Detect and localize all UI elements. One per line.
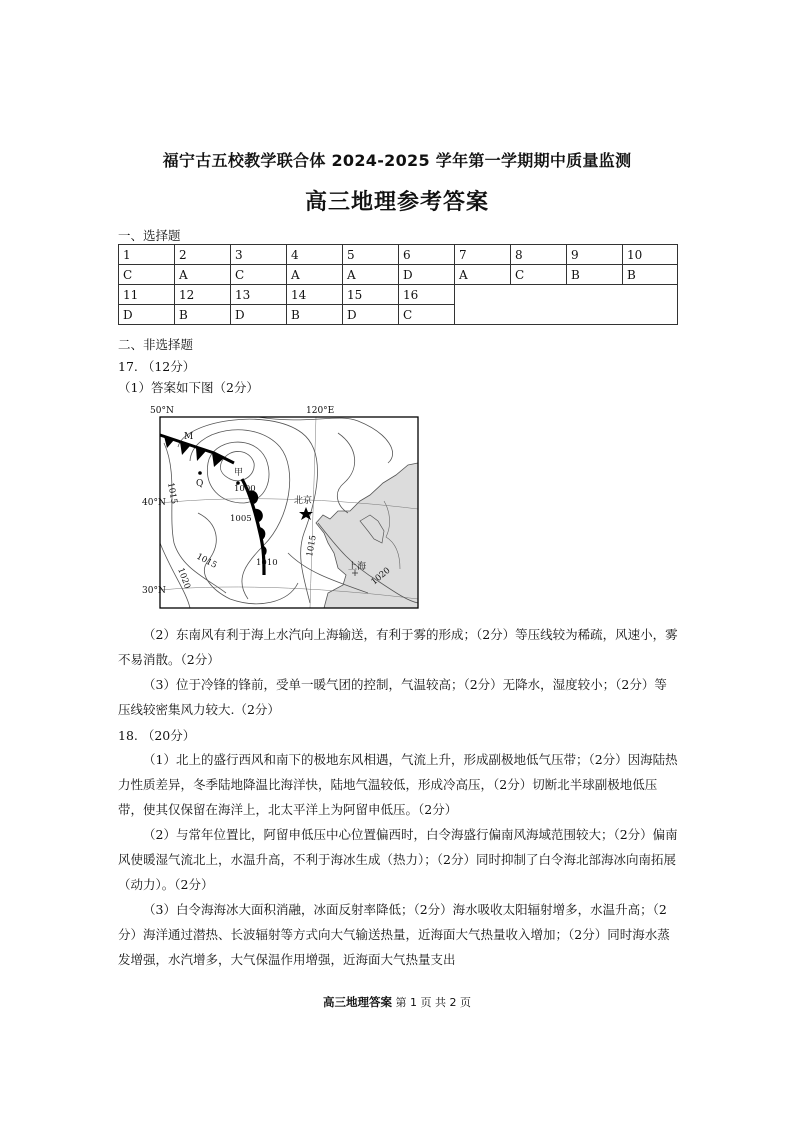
question-number: 3	[231, 245, 287, 265]
label-isobar-1015-b: 1015	[165, 481, 179, 505]
answer-cell: B	[287, 305, 343, 325]
weather-map	[138, 403, 423, 613]
label-isobar-1010: 1010	[256, 558, 278, 568]
question-number: 14	[287, 285, 343, 305]
label-lat-50: 50°N	[150, 406, 174, 416]
answer-cell: C	[399, 305, 455, 325]
section-heading-nonchoice: 二、非选择题	[118, 337, 194, 352]
answer-cell: C	[119, 265, 175, 285]
question-number: 12	[175, 285, 231, 305]
question-number: 11	[119, 285, 175, 305]
page-title: 高三地理参考答案	[304, 190, 489, 215]
answer-table	[118, 244, 678, 325]
label-isobar-1020-b: 1020	[369, 565, 393, 588]
question-18-part2: （2）与常年位置比，阿留申低压中心位置偏西时，白令海盛行偏南风海域范围较大；（2分）偏南风使暖湿气流北上，水温升高，不利于海冰生成（热力）；（2分）同时抑制了白令海北部海冰向南拓展（动力）。（2分）	[118, 827, 678, 892]
footer-title: 高三地理答案	[323, 995, 392, 1009]
table-row-answers-1	[119, 265, 678, 285]
question-number: 6	[399, 245, 455, 265]
question-number: 16	[399, 285, 455, 305]
label-shanghai: 上海	[348, 562, 367, 572]
label-isobar-1020-a: 1020	[175, 566, 192, 591]
answer-cell: B	[623, 265, 678, 285]
answer-cell: D	[399, 265, 455, 285]
question-number: 2	[175, 245, 231, 265]
question-number: 1	[119, 245, 175, 265]
page-footer	[0, 994, 794, 1010]
question-number: 5	[343, 245, 399, 265]
question-17-part3: （3）位于冷锋的锋前，受单一暖气团的控制，气温较高；（2分）无降水，湿度较小；（2分）等压线较密集风力较大.（2分）	[118, 677, 667, 717]
question-number: 13	[231, 285, 287, 305]
answer-cell: C	[511, 265, 567, 285]
beijing-star-icon	[299, 507, 313, 520]
answer-cell: D	[231, 305, 287, 325]
question-number: 9	[567, 245, 623, 265]
answer-cell: B	[175, 305, 231, 325]
question-17-part2: （2）东南风有利于海上水汽向上海输送，有利于雾的形成；（2分）等压线较为稀疏，风速小，雾不易消散。（2分）	[118, 627, 678, 667]
footer-page-number: 第 1 页 共 2 页	[395, 996, 471, 1009]
label-lat-40: 40°N	[142, 498, 166, 508]
section-heading-choice: 一、选择题	[118, 228, 181, 243]
question-number: 10	[623, 245, 678, 265]
question-18-part3: （3）白令海海冰大面积消融，冰面反射率降低；（2分）海水吸收太阳辐射增多，水温升高；（2分）海洋通过潜热、长波辐射等方式向大气输送热量，近海面大气热量收入增加；（2分）同时海水蒸发增强，水汽增多，大气保温作用增强，近海面大气热量支出	[118, 902, 670, 967]
answer-cell: A	[175, 265, 231, 285]
label-isobar-1015-a: 1015	[194, 551, 219, 571]
cold-front	[160, 435, 234, 467]
question-18-heading: 18. （20分）	[118, 728, 196, 743]
table-row-numbers-1	[119, 245, 678, 265]
answer-cell: D	[119, 305, 175, 325]
question-number: 8	[511, 245, 567, 265]
label-lon-120: 120°E	[306, 406, 335, 416]
question-number: 7	[455, 245, 511, 265]
answer-cell: A	[455, 265, 511, 285]
answer-cell: A	[287, 265, 343, 285]
answer-cell: D	[343, 305, 399, 325]
label-beijing: 北京	[294, 496, 313, 506]
label-isobar-1015-c: 1015	[305, 534, 319, 558]
label-lat-30: 30°N	[142, 586, 166, 596]
empty-cell	[455, 285, 678, 325]
sea-area	[316, 463, 418, 608]
question-17-heading: 17. （12分）	[118, 359, 196, 374]
answer-cell: C	[231, 265, 287, 285]
label-q: Q	[196, 479, 204, 489]
question-17-part1: （1）答案如下图（2分）	[118, 380, 259, 395]
label-m: M	[184, 432, 194, 442]
school-title: 福宁古五校教学联合体 2024-2025 学年第一学期期中质量监测	[162, 151, 632, 170]
table-row-numbers-2	[119, 285, 678, 305]
answer-cell: B	[567, 265, 623, 285]
question-number: 4	[287, 245, 343, 265]
label-isobar-1005: 1005	[230, 514, 252, 524]
question-number: 15	[343, 285, 399, 305]
label-jia: 甲	[234, 468, 244, 478]
answer-cell: A	[343, 265, 399, 285]
label-isobar-1000: 1000	[234, 484, 256, 494]
question-18-part1: （1）北上的盛行西风和南下的极地东风相遇，气流上升，形成副极地低气压带；（2分）因海陆热力性质差异，冬季陆地降温比海洋快，陆地气温较低，形成冷高压，（2分）切断北半球副极地低压带，使其仅保留在海洋上，北太平洋上为阿留申低压。（2分）	[118, 752, 678, 817]
point-q-dot	[198, 471, 202, 475]
